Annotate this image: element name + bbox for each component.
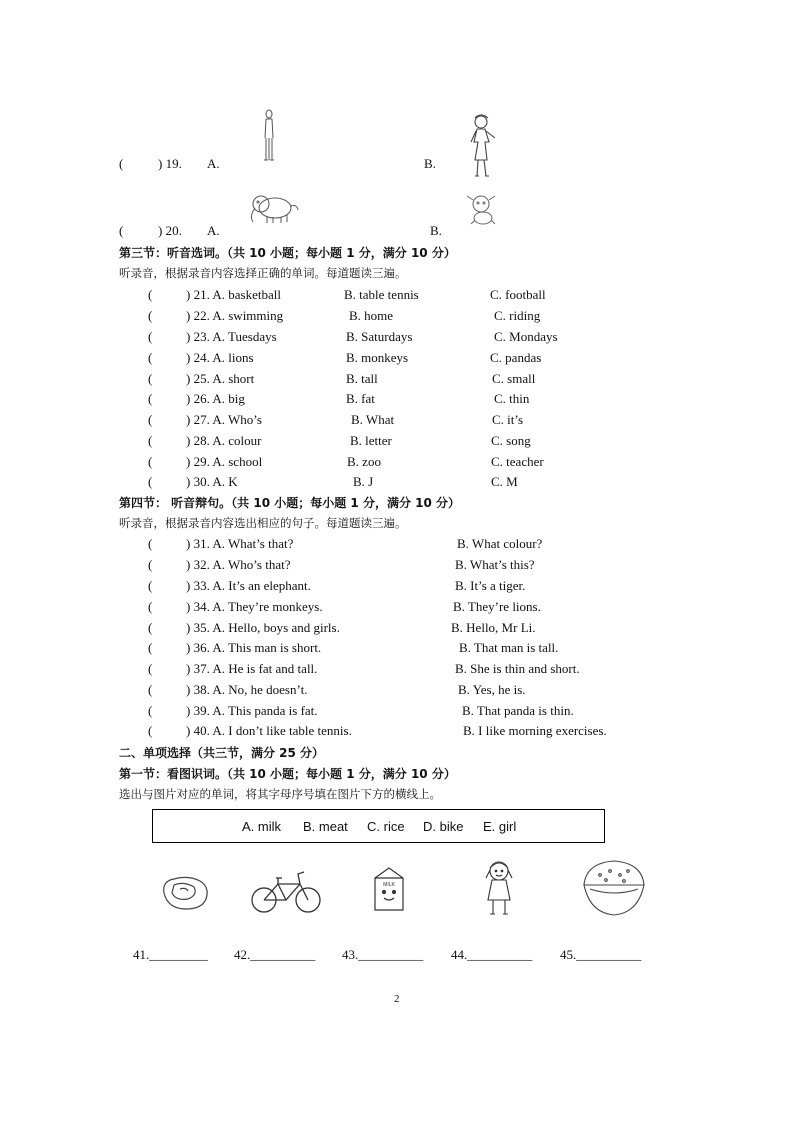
q19-option-a: A.: [207, 156, 220, 171]
question-option-c: C. Mondays: [494, 329, 558, 344]
q20-number: ) 20.: [158, 223, 182, 238]
question-option-b: B. fat: [346, 391, 375, 406]
question-option-b: B. She is thin and short.: [455, 661, 580, 676]
question-option-c: C. teacher: [491, 454, 544, 469]
elephant-picture: [243, 192, 301, 226]
answer-paren: (: [148, 371, 153, 386]
question-option-a: ) 40. A. I don’t like table tennis.: [186, 723, 352, 738]
question-option-b: B. That man is tall.: [459, 640, 559, 655]
question-option-c: C. small: [492, 371, 536, 386]
question-option-b: B. letter: [350, 433, 392, 448]
q19-number: ) 19.: [158, 156, 182, 171]
answer-blank-44[interactable]: 44.__________: [451, 947, 533, 962]
answer-paren: (: [148, 703, 153, 718]
question-option-a: ) 38. A. No, he doesn’t.: [186, 682, 308, 697]
answer-blank-43[interactable]: 43.__________: [342, 947, 424, 962]
section3-instruction: 听录音，根据录音内容选择正确的单词。每道题读三遍。: [119, 266, 407, 280]
question-option-b: B. home: [349, 308, 394, 323]
question-option-c: C. M: [491, 474, 518, 489]
word-bank-item: B. meat: [303, 819, 348, 834]
paren-19: (: [119, 156, 124, 171]
question-option-a: ) 35. A. Hello, boys and girls.: [186, 620, 340, 635]
thin-man-picture: [258, 108, 280, 164]
question-option-a: ) 23. A. Tuesdays: [186, 329, 277, 344]
answer-paren: (: [148, 308, 153, 323]
question-option-b: B. Yes, he is.: [458, 682, 526, 697]
answer-paren: (: [148, 682, 153, 697]
question-option-c: C. it’s: [492, 412, 524, 427]
page-number: 2: [394, 993, 400, 1005]
rice-bowl-picture: [580, 853, 648, 919]
question-option-b: B. I like morning exercises.: [463, 723, 607, 738]
q20-option-a: A.: [207, 223, 220, 238]
part2-section1-title: 第一节：看图识词。（共 10 小题；每小题 1 分，满分 10 分）: [119, 767, 456, 781]
milk-carton-label: MILK: [383, 882, 395, 888]
question-option-b: B. zoo: [347, 454, 381, 469]
section4-instruction: 听录音，根据录音内容选出相应的句子。每道题读三遍。: [119, 516, 407, 530]
word-bank-item: A. milk: [242, 819, 281, 834]
q20-option-b: B.: [430, 223, 442, 238]
question-option-b: B. It’s a tiger.: [455, 578, 526, 593]
milk-carton-picture: [369, 864, 409, 914]
answer-paren: (: [148, 433, 153, 448]
question-option-a: ) 33. A. It’s an elephant.: [186, 578, 311, 593]
question-option-b: B. What’s this?: [455, 557, 535, 572]
question-option-a: ) 39. A. This panda is fat.: [186, 703, 318, 718]
question-option-b: B. J: [353, 474, 374, 489]
question-option-a: ) 21. A. basketball: [186, 287, 281, 302]
thin-woman-picture: [463, 112, 503, 180]
answer-blank-41[interactable]: 41._________: [133, 947, 208, 962]
question-option-c: C. thin: [494, 391, 530, 406]
answer-paren: (: [148, 287, 153, 302]
word-bank-box: [152, 809, 605, 843]
question-option-a: ) 26. A. big: [186, 391, 245, 406]
section3-title: 第三节：听音选词。（共 10 小题；每小题 1 分，满分 10 分）: [119, 246, 456, 260]
answer-paren: (: [148, 620, 153, 635]
bike-picture: [250, 866, 322, 916]
question-option-a: ) 37. A. He is fat and tall.: [186, 661, 318, 676]
question-option-c: C. pandas: [490, 350, 542, 365]
paren-20: (: [119, 223, 124, 238]
answer-paren: (: [148, 599, 153, 614]
question-option-b: B. They’re lions.: [453, 599, 541, 614]
question-option-a: ) 25. A. short: [186, 371, 255, 386]
question-option-c: C. riding: [494, 308, 541, 323]
girl-picture: [478, 858, 520, 920]
question-option-a: ) 29. A. school: [186, 454, 263, 469]
question-option-a: ) 27. A. Who’s: [186, 412, 262, 427]
question-option-b: B. Hello, Mr Li.: [451, 620, 536, 635]
answer-blank-42[interactable]: 42.__________: [234, 947, 316, 962]
section4-title: 第四节： 听音辩句。（共 10 小题；每小题 1 分，满分 10 分）: [119, 496, 460, 510]
question-option-c: C. football: [490, 287, 546, 302]
small-animal-picture: [461, 190, 501, 228]
answer-paren: (: [148, 329, 153, 344]
q19-option-b: B.: [424, 156, 436, 171]
question-option-a: ) 28. A. colour: [186, 433, 262, 448]
part2-title: 二、单项选择（共三节，满分 25 分）: [119, 746, 325, 760]
question-option-b: B. What: [351, 412, 395, 427]
answer-paren: (: [148, 454, 153, 469]
word-bank-item: C. rice: [367, 819, 405, 834]
answer-paren: (: [148, 474, 153, 489]
question-option-b: B. What colour?: [457, 536, 543, 551]
question-option-b: B. That panda is thin.: [462, 703, 574, 718]
answer-paren: (: [148, 578, 153, 593]
answer-blank-45[interactable]: 45.__________: [560, 947, 642, 962]
meat-picture: [158, 873, 212, 913]
answer-paren: (: [148, 412, 153, 427]
question-option-c: C. song: [491, 433, 531, 448]
part2-instruction: 选出与图片对应的单词，将其字母序号填在图片下方的横线上。: [119, 787, 441, 801]
answer-paren: (: [148, 536, 153, 551]
question-option-a: ) 24. A. lions: [186, 350, 254, 365]
answer-paren: (: [148, 661, 153, 676]
question-option-a: ) 22. A. swimming: [186, 308, 284, 323]
answer-paren: (: [148, 557, 153, 572]
word-bank-item: E. girl: [483, 819, 517, 834]
question-option-a: ) 32. A. Who’s that?: [186, 557, 291, 572]
question-option-a: ) 34. A. They’re monkeys.: [186, 599, 323, 614]
word-bank-item: D. bike: [423, 819, 464, 834]
question-option-a: ) 36. A. This man is short.: [186, 640, 322, 655]
answer-paren: (: [148, 350, 153, 365]
question-option-b: B. Saturdays: [346, 329, 413, 344]
question-option-a: ) 30. A. K: [186, 474, 238, 489]
answer-paren: (: [148, 723, 153, 738]
question-option-b: B. table tennis: [344, 287, 419, 302]
answer-paren: (: [148, 640, 153, 655]
question-option-b: B. tall: [346, 371, 378, 386]
answer-paren: (: [148, 391, 153, 406]
question-option-b: B. monkeys: [346, 350, 409, 365]
question-option-a: ) 31. A. What’s that?: [186, 536, 294, 551]
